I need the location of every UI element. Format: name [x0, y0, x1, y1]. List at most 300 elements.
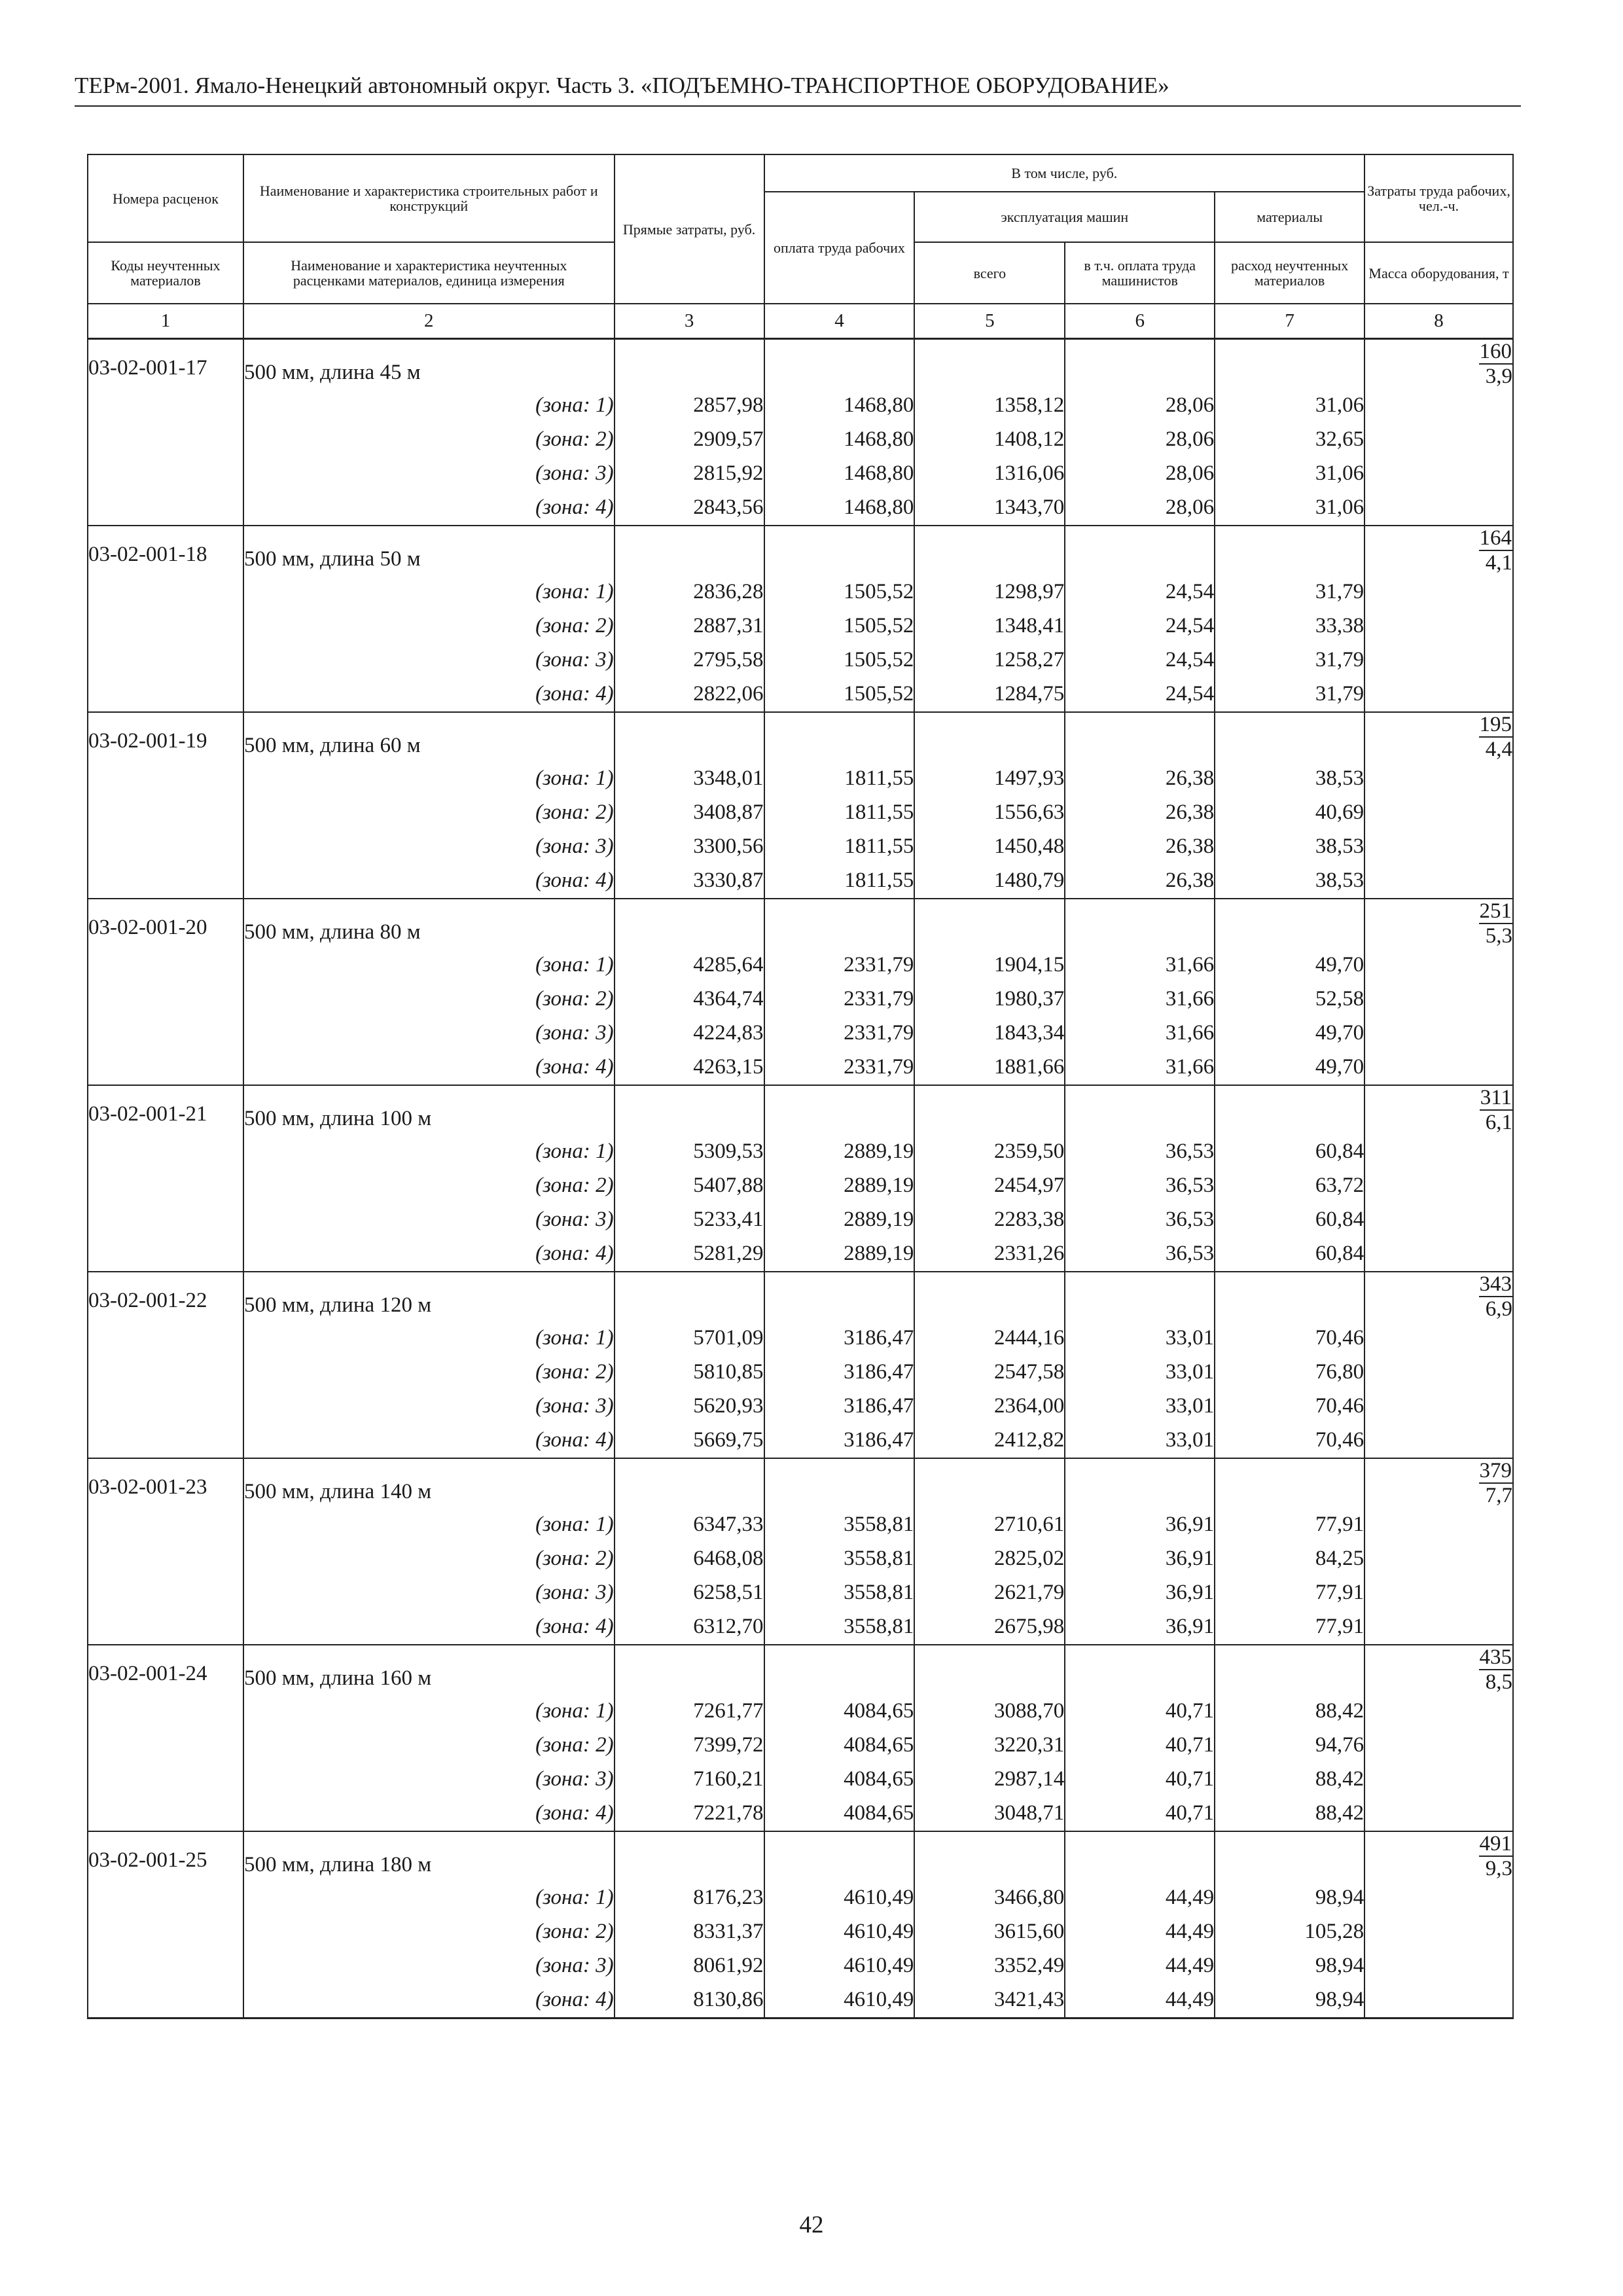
zone-row: [88, 1050, 1513, 1085]
empty-cell: [615, 1645, 764, 1695]
empty-cell: [914, 1645, 1065, 1695]
wages-value: 1811,55: [764, 762, 915, 796]
empty-cell: [1364, 1390, 1513, 1424]
machines-value: 2359,50: [914, 1135, 1065, 1169]
direct-costs-value: 2843,56: [615, 491, 764, 526]
rate-row: [88, 712, 1513, 762]
empty-cell: [1215, 712, 1364, 762]
rate-block: [88, 899, 1513, 1085]
materials-value: 88,42: [1215, 1695, 1364, 1729]
machines-value: 1450,48: [914, 830, 1065, 864]
wages-value: 2889,19: [764, 1237, 915, 1272]
materials-value: 38,53: [1215, 830, 1364, 864]
zone-row: [88, 1355, 1513, 1390]
wages-value: 1468,80: [764, 423, 915, 457]
machines-value: 1980,37: [914, 982, 1065, 1016]
empty-cell: [1364, 1424, 1513, 1458]
empty-cell: [88, 389, 243, 423]
work-name: 500 мм, длина 60 м: [243, 712, 615, 762]
operators-wages-value: 24,54: [1065, 575, 1215, 609]
wages-value: 1505,52: [764, 643, 915, 677]
machines-value: 2331,26: [914, 1237, 1065, 1272]
zone-label: (зона: 2): [243, 982, 615, 1016]
zone-label: (зона: 4): [243, 677, 615, 712]
machines-value: 2444,16: [914, 1321, 1065, 1355]
empty-cell: [88, 1016, 243, 1050]
empty-cell: [1215, 1085, 1364, 1135]
zone-label: (зона: 2): [243, 423, 615, 457]
labor-costs-value: 164: [1479, 526, 1512, 550]
operators-wages-value: 36,91: [1065, 1576, 1215, 1610]
materials-value: 40,69: [1215, 796, 1364, 830]
empty-cell: [88, 1881, 243, 1915]
column-numbers: [88, 304, 1513, 339]
empty-cell: [88, 1610, 243, 1645]
column-number: 7: [1215, 304, 1364, 339]
labor-costs-value: 435: [1479, 1645, 1512, 1669]
zone-row: [88, 1763, 1513, 1797]
header-in-total: В том числе, руб.: [764, 154, 1365, 192]
direct-costs-value: 8061,92: [615, 1949, 764, 1983]
rate-code: 03-02-001-17: [88, 339, 243, 389]
empty-cell: [88, 982, 243, 1016]
zone-label: (зона: 4): [243, 1237, 615, 1272]
direct-costs-value: 7160,21: [615, 1763, 764, 1797]
rate-code: 03-02-001-23: [88, 1458, 243, 1508]
labor-costs-value: 379: [1479, 1459, 1512, 1482]
materials-value: 32,65: [1215, 423, 1364, 457]
rate-row: [88, 1645, 1513, 1695]
empty-cell: [88, 491, 243, 526]
empty-cell: [1364, 1508, 1513, 1542]
empty-cell: [88, 830, 243, 864]
rate-block: [88, 1272, 1513, 1458]
direct-costs-value: 8176,23: [615, 1881, 764, 1915]
empty-cell: [1215, 526, 1364, 575]
empty-cell: [1364, 1169, 1513, 1203]
materials-value: 88,42: [1215, 1797, 1364, 1831]
empty-cell: [914, 1458, 1065, 1508]
rate-row: [88, 1272, 1513, 1321]
empty-cell: [1065, 712, 1215, 762]
work-name: 500 мм, длина 50 м: [243, 526, 615, 575]
zone-row: [88, 389, 1513, 423]
wages-value: 1811,55: [764, 864, 915, 899]
equipment-mass-value: 7,7: [1485, 1484, 1512, 1507]
empty-cell: [1364, 1321, 1513, 1355]
operators-wages-value: 28,06: [1065, 491, 1215, 526]
empty-cell: [1364, 1542, 1513, 1576]
zone-label: (зона: 4): [243, 1050, 615, 1085]
direct-costs-value: 4224,83: [615, 1016, 764, 1050]
labor-mass-fraction: [1364, 1458, 1513, 1508]
direct-costs-value: 7399,72: [615, 1729, 764, 1763]
zone-row: [88, 1983, 1513, 2018]
zone-row: [88, 1797, 1513, 1831]
direct-costs-value: 4364,74: [615, 982, 764, 1016]
direct-costs-value: 2822,06: [615, 677, 764, 712]
wages-value: 4610,49: [764, 1983, 915, 2018]
zone-label: (зона: 1): [243, 948, 615, 982]
wages-value: 1468,80: [764, 389, 915, 423]
zone-label: (зона: 2): [243, 609, 615, 643]
zone-row: [88, 457, 1513, 491]
direct-costs-value: 6347,33: [615, 1508, 764, 1542]
direct-costs-value: 2909,57: [615, 423, 764, 457]
empty-cell: [1065, 1272, 1215, 1321]
wages-value: 2889,19: [764, 1169, 915, 1203]
rate-code: 03-02-001-25: [88, 1831, 243, 1881]
direct-costs-value: 7261,77: [615, 1695, 764, 1729]
rate-row: [88, 1458, 1513, 1508]
operators-wages-value: 26,38: [1065, 762, 1215, 796]
zone-row: [88, 1321, 1513, 1355]
empty-cell: [1364, 948, 1513, 982]
machines-value: 1904,15: [914, 948, 1065, 982]
materials-value: 88,42: [1215, 1763, 1364, 1797]
zone-label: (зона: 1): [243, 1321, 615, 1355]
empty-cell: [1364, 1983, 1513, 2018]
zone-label: (зона: 4): [243, 491, 615, 526]
empty-cell: [615, 712, 764, 762]
wages-value: 2331,79: [764, 1050, 915, 1085]
machines-value: 1881,66: [914, 1050, 1065, 1085]
labor-mass-fraction: [1364, 1831, 1513, 1881]
materials-value: 31,79: [1215, 643, 1364, 677]
wages-value: 4610,49: [764, 1881, 915, 1915]
zone-row: [88, 1695, 1513, 1729]
materials-value: 31,06: [1215, 389, 1364, 423]
fraction: [1479, 526, 1513, 575]
header-rule: [75, 105, 1521, 107]
materials-value: 84,25: [1215, 1542, 1364, 1576]
rate-code: 03-02-001-24: [88, 1645, 243, 1695]
equipment-mass-value: 6,9: [1485, 1297, 1512, 1321]
zone-row: [88, 1881, 1513, 1915]
empty-cell: [1065, 1458, 1215, 1508]
header-work-name: Наименование и характеристика строительных работ и конструкций: [243, 154, 615, 242]
zone-row: [88, 796, 1513, 830]
empty-cell: [88, 1237, 243, 1272]
direct-costs-value: 2836,28: [615, 575, 764, 609]
header-rate-numbers: Номера расценок: [88, 154, 243, 242]
header-machines-group: эксплуатация машин: [914, 192, 1215, 242]
zone-label: (зона: 3): [243, 1016, 615, 1050]
rates-table: [87, 154, 1514, 2019]
machines-value: 1497,93: [914, 762, 1065, 796]
empty-cell: [1364, 1763, 1513, 1797]
empty-cell: [615, 339, 764, 389]
empty-cell: [1364, 1016, 1513, 1050]
direct-costs-value: 5810,85: [615, 1355, 764, 1390]
fraction: [1480, 1086, 1512, 1134]
operators-wages-value: 31,66: [1065, 948, 1215, 982]
zone-label: (зона: 3): [243, 643, 615, 677]
work-name: 500 мм, длина 180 м: [243, 1831, 615, 1881]
zone-label: (зона: 2): [243, 1355, 615, 1390]
empty-cell: [1364, 423, 1513, 457]
equipment-mass-value: 6,1: [1485, 1111, 1512, 1134]
wages-value: 4084,65: [764, 1729, 915, 1763]
empty-cell: [1065, 1645, 1215, 1695]
empty-cell: [88, 575, 243, 609]
materials-value: 105,28: [1215, 1915, 1364, 1949]
machines-value: 2710,61: [914, 1508, 1065, 1542]
fraction: [1479, 713, 1513, 761]
rate-code: 03-02-001-19: [88, 712, 243, 762]
wages-value: 4084,65: [764, 1695, 915, 1729]
empty-cell: [1065, 1831, 1215, 1881]
header-material-codes: Коды неучтенных материалов: [88, 242, 243, 304]
empty-cell: [914, 1272, 1065, 1321]
rate-row: [88, 1831, 1513, 1881]
empty-cell: [615, 526, 764, 575]
materials-value: 63,72: [1215, 1169, 1364, 1203]
zone-label: (зона: 2): [243, 1169, 615, 1203]
work-name: 500 мм, длина 45 м: [243, 339, 615, 389]
wages-value: 4610,49: [764, 1949, 915, 1983]
machines-value: 2675,98: [914, 1610, 1065, 1645]
equipment-mass-value: 4,4: [1485, 738, 1512, 761]
materials-value: 77,91: [1215, 1508, 1364, 1542]
empty-cell: [88, 762, 243, 796]
empty-cell: [914, 899, 1065, 948]
direct-costs-value: 6312,70: [615, 1610, 764, 1645]
wages-value: 3186,47: [764, 1390, 915, 1424]
empty-cell: [88, 609, 243, 643]
labor-costs-value: 251: [1479, 899, 1512, 923]
empty-cell: [764, 1831, 915, 1881]
materials-value: 31,79: [1215, 677, 1364, 712]
direct-costs-value: 7221,78: [615, 1797, 764, 1831]
empty-cell: [1364, 864, 1513, 899]
materials-value: 70,46: [1215, 1390, 1364, 1424]
zone-row: [88, 609, 1513, 643]
machines-value: 1284,75: [914, 677, 1065, 712]
empty-cell: [1364, 457, 1513, 491]
labor-costs-value: 343: [1479, 1272, 1512, 1296]
machines-value: 1258,27: [914, 643, 1065, 677]
machines-value: 1480,79: [914, 864, 1065, 899]
empty-cell: [1065, 339, 1215, 389]
direct-costs-value: 4263,15: [615, 1050, 764, 1085]
empty-cell: [88, 1915, 243, 1949]
rate-row: [88, 339, 1513, 389]
wages-value: 3558,81: [764, 1576, 915, 1610]
materials-value: 77,91: [1215, 1610, 1364, 1645]
header-material-names: Наименование и характеристика неучтенных расценками материалов, единица измерения: [243, 242, 615, 304]
empty-cell: [615, 1272, 764, 1321]
zone-label: (зона: 3): [243, 457, 615, 491]
machines-value: 2825,02: [914, 1542, 1065, 1576]
direct-costs-value: 4285,64: [615, 948, 764, 982]
labor-costs-value: 195: [1479, 713, 1512, 736]
zone-row: [88, 643, 1513, 677]
equipment-mass-value: 8,5: [1485, 1670, 1512, 1694]
zone-label: (зона: 1): [243, 575, 615, 609]
zone-row: [88, 491, 1513, 526]
empty-cell: [764, 339, 915, 389]
machines-value: 1343,70: [914, 491, 1065, 526]
zone-row: [88, 1016, 1513, 1050]
operators-wages-value: 24,54: [1065, 643, 1215, 677]
fraction: [1479, 340, 1513, 388]
empty-cell: [1364, 575, 1513, 609]
empty-cell: [764, 899, 915, 948]
operators-wages-value: 24,54: [1065, 609, 1215, 643]
materials-value: 70,46: [1215, 1321, 1364, 1355]
operators-wages-value: 36,53: [1065, 1169, 1215, 1203]
header-wages: оплата труда рабочих: [764, 192, 915, 304]
empty-cell: [88, 1729, 243, 1763]
machines-value: 2621,79: [914, 1576, 1065, 1610]
direct-costs-value: 6468,08: [615, 1542, 764, 1576]
labor-costs-value: 311: [1480, 1086, 1512, 1109]
wages-value: 4610,49: [764, 1915, 915, 1949]
zone-row: [88, 1237, 1513, 1272]
empty-cell: [88, 1050, 243, 1085]
empty-cell: [1364, 1695, 1513, 1729]
machines-value: 1408,12: [914, 423, 1065, 457]
empty-cell: [1364, 762, 1513, 796]
materials-value: 60,84: [1215, 1135, 1364, 1169]
operators-wages-value: 28,06: [1065, 423, 1215, 457]
machines-value: 3466,80: [914, 1881, 1065, 1915]
empty-cell: [88, 1169, 243, 1203]
column-number: 4: [764, 304, 915, 339]
empty-cell: [88, 1542, 243, 1576]
materials-value: 33,38: [1215, 609, 1364, 643]
wages-value: 1811,55: [764, 830, 915, 864]
machines-value: 2364,00: [914, 1390, 1065, 1424]
zone-row: [88, 982, 1513, 1016]
labor-costs-value: 160: [1479, 340, 1512, 363]
operators-wages-value: 40,71: [1065, 1695, 1215, 1729]
materials-value: 31,06: [1215, 457, 1364, 491]
empty-cell: [1364, 1949, 1513, 1983]
zone-row: [88, 423, 1513, 457]
rate-block: [88, 1831, 1513, 2018]
materials-value: 49,70: [1215, 1016, 1364, 1050]
empty-cell: [88, 1135, 243, 1169]
materials-value: 98,94: [1215, 1983, 1364, 2018]
empty-cell: [88, 1983, 243, 2018]
machines-value: 2547,58: [914, 1355, 1065, 1390]
direct-costs-value: 2857,98: [615, 389, 764, 423]
empty-cell: [88, 423, 243, 457]
empty-cell: [1364, 1203, 1513, 1237]
direct-costs-value: 3330,87: [615, 864, 764, 899]
zone-label: (зона: 3): [243, 1390, 615, 1424]
fraction: [1479, 1272, 1513, 1321]
zone-label: (зона: 4): [243, 1797, 615, 1831]
zone-label: (зона: 3): [243, 1949, 615, 1983]
direct-costs-value: 5701,09: [615, 1321, 764, 1355]
zone-label: (зона: 1): [243, 1135, 615, 1169]
empty-cell: [1364, 1135, 1513, 1169]
empty-cell: [1364, 643, 1513, 677]
work-name: 500 мм, длина 80 м: [243, 899, 615, 948]
column-number: 6: [1065, 304, 1215, 339]
operators-wages-value: 40,71: [1065, 1763, 1215, 1797]
empty-cell: [1364, 1355, 1513, 1390]
zone-row: [88, 1169, 1513, 1203]
operators-wages-value: 31,66: [1065, 982, 1215, 1016]
zone-label: (зона: 1): [243, 1508, 615, 1542]
materials-value: 98,94: [1215, 1949, 1364, 1983]
operators-wages-value: 36,91: [1065, 1610, 1215, 1645]
rate-block: [88, 526, 1513, 712]
wages-value: 1811,55: [764, 796, 915, 830]
empty-cell: [88, 1508, 243, 1542]
empty-cell: [1364, 1729, 1513, 1763]
empty-cell: [764, 1272, 915, 1321]
machines-value: 1843,34: [914, 1016, 1065, 1050]
operators-wages-value: 40,71: [1065, 1729, 1215, 1763]
empty-cell: [1215, 339, 1364, 389]
direct-costs-value: 5407,88: [615, 1169, 764, 1203]
empty-cell: [615, 899, 764, 948]
operators-wages-value: 40,71: [1065, 1797, 1215, 1831]
direct-costs-value: 5620,93: [615, 1390, 764, 1424]
direct-costs-value: 3408,87: [615, 796, 764, 830]
running-title: ТЕРм-2001. Ямало-Ненецкий автономный округ. Часть 3. «ПОДЪЕМНО-ТРАНСПОРТНОЕ ОБОРУДОВАНИЕ»: [75, 73, 1169, 98]
empty-cell: [764, 1085, 915, 1135]
zone-row: [88, 1390, 1513, 1424]
column-number: 5: [914, 304, 1065, 339]
machines-value: 1298,97: [914, 575, 1065, 609]
empty-cell: [1364, 677, 1513, 712]
column-number: 3: [615, 304, 764, 339]
empty-cell: [615, 1458, 764, 1508]
operators-wages-value: 36,53: [1065, 1135, 1215, 1169]
operators-wages-value: 26,38: [1065, 796, 1215, 830]
empty-cell: [1215, 1831, 1364, 1881]
zone-row: [88, 1508, 1513, 1542]
materials-value: 31,06: [1215, 491, 1364, 526]
direct-costs-value: 8331,37: [615, 1915, 764, 1949]
zone-row: [88, 1542, 1513, 1576]
machines-value: 3220,31: [914, 1729, 1065, 1763]
materials-value: 76,80: [1215, 1355, 1364, 1390]
labor-costs-value: 491: [1479, 1832, 1512, 1856]
rate-block: [88, 339, 1513, 526]
operators-wages-value: 26,38: [1065, 830, 1215, 864]
empty-cell: [1215, 1272, 1364, 1321]
machines-value: 3048,71: [914, 1797, 1065, 1831]
zone-row: [88, 864, 1513, 899]
rate-row: [88, 526, 1513, 575]
wages-value: 2889,19: [764, 1203, 915, 1237]
empty-cell: [1065, 899, 1215, 948]
machines-value: 3352,49: [914, 1949, 1065, 1983]
empty-cell: [88, 948, 243, 982]
zone-row: [88, 1576, 1513, 1610]
rate-block: [88, 1458, 1513, 1645]
empty-cell: [914, 712, 1065, 762]
empty-cell: [1364, 830, 1513, 864]
equipment-mass-value: 3,9: [1485, 365, 1512, 388]
zone-label: (зона: 2): [243, 796, 615, 830]
operators-wages-value: 28,06: [1065, 389, 1215, 423]
empty-cell: [914, 1085, 1065, 1135]
header-materials: материалы: [1215, 192, 1364, 242]
empty-cell: [764, 1645, 915, 1695]
zone-label: (зона: 1): [243, 762, 615, 796]
empty-cell: [88, 864, 243, 899]
empty-cell: [88, 1576, 243, 1610]
rate-row: [88, 1085, 1513, 1135]
